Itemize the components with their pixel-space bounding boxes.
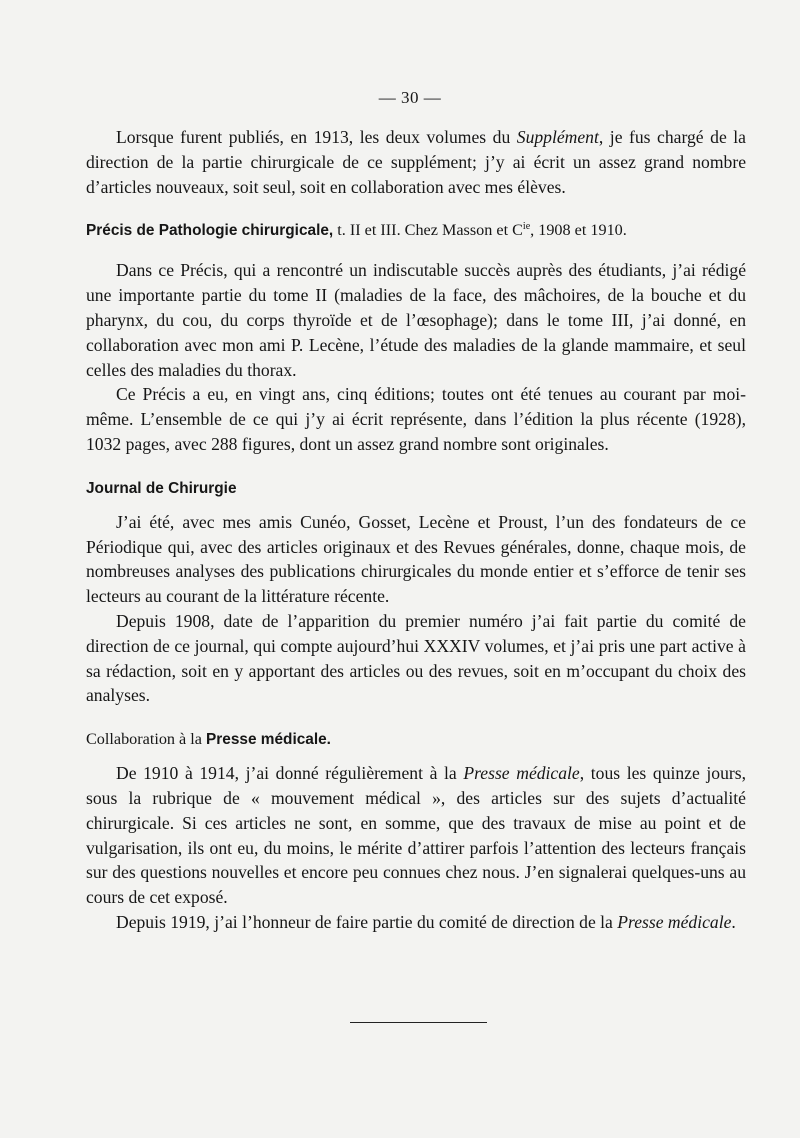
precis-paragraph-2: Ce Précis a eu, en vingt ans, cinq éditions; toutes ont été tenues au courant par moi-même. L’ensemble de ce qui j’y ai écrit représente, dans l’édition la plus récente (1928), 1032 pages, avec 288 figures, dont un assez grand nombre sont originales. — [86, 384, 746, 454]
section-heading-precis — [86, 219, 746, 242]
page-content — [86, 125, 746, 935]
journal-paragraph-2: Depuis 1908, date de l’apparition du premier numéro j’ai fait partie du comité de direction de ce journal, qui compte aujourd’hui XXXIV volumes, et j’ai pris une part active à sa rédaction, soit en y apportant des articles ou des revues, soit en m’occupant du choix des analyses. — [86, 610, 746, 706]
presse-p2-text-b: . — [731, 911, 736, 932]
journal-paragraph-1: J’ai été, avec mes amis Cunéo, Gosset, Lecène et Proust, l’un des fondateurs de ce Périodique qui, avec des articles originaux et des Revues générales, donne, chaque mois, de nombreuses analyses des publications chirurgicales du monde entier et s’efforce de tenir ses lecteurs au courant de la littérature récente. — [86, 511, 746, 607]
precis-heading-end: , 1908 et 1910. — [530, 221, 627, 240]
precis-heading-rest: t. II et III. Chez Masson et C — [333, 221, 523, 240]
section-heading-presse — [86, 728, 746, 751]
intro-text-part1: Lorsque furent publiés, en 1913, les deux volumes du — [116, 127, 517, 147]
end-divider — [350, 1022, 487, 1023]
presse-paragraph-2 — [86, 910, 746, 935]
journal-heading-bold: Journal de Chirurgie — [86, 479, 237, 497]
presse-p2-title: Presse médicale — [617, 911, 732, 932]
section-heading-journal — [86, 477, 746, 500]
precis-heading-bold: Précis de Pathologie chirurgicale, — [86, 222, 334, 240]
precis-heading-sup: ie — [522, 221, 531, 233]
intro-text-part2: , je fus chargé de la direction de la partie chirurgicale de ce supplément; j’y ai écrit un assez grand nombre d’articles nouveaux, soit seul, soit en collaboration avec mes élèves. — [86, 127, 746, 197]
presse-p1-text-a: De 1910 à 1914, j’ai donné régulièrement à la — [116, 763, 464, 784]
presse-heading-plain: Collaboration à la — [86, 730, 207, 749]
presse-heading-bold: Presse médicale. — [206, 731, 331, 749]
intro-paragraph — [86, 125, 746, 199]
precis-paragraph-1: Dans ce Précis, qui a rencontré un indiscutable succès auprès des étudiants, j’ai rédigé une importante partie du tome II (maladies de la face, des mâchoires, de la bouche et du pharynx, du cou, du corps thyroïde et de l’œsophage); dans le tome III, j’ai donné, en collaboration avec mon ami P. Lecène, l’étude des maladies de la glande mammaire, et seul celles des maladies du thorax. — [86, 260, 746, 380]
presse-p1-title: Presse médicale — [463, 763, 580, 784]
page-number: — 30 — — [378, 88, 442, 107]
presse-paragraph-1 — [86, 761, 746, 910]
presse-p2-text-a: Depuis 1919, j’ai l’honneur de faire partie du comité de direction de la — [116, 911, 618, 932]
supplement-title: Supplément — [516, 127, 599, 147]
presse-p1-text-b: , tous les quinze jours, sous la rubrique de « mouvement médical », des articles sur des sujets d’actualité chirurgicale. Si ces articles ne sont, en somme, que des travaux de mise au point et de vulgarisation, ils ont eu, du moins, le mérite d’attirer parfois l’attention des lecteurs français sur des questions nouvelles et encore peu connues chez nous. J’en signalerai quelques-uns au cours de cet exposé. — [86, 763, 746, 908]
